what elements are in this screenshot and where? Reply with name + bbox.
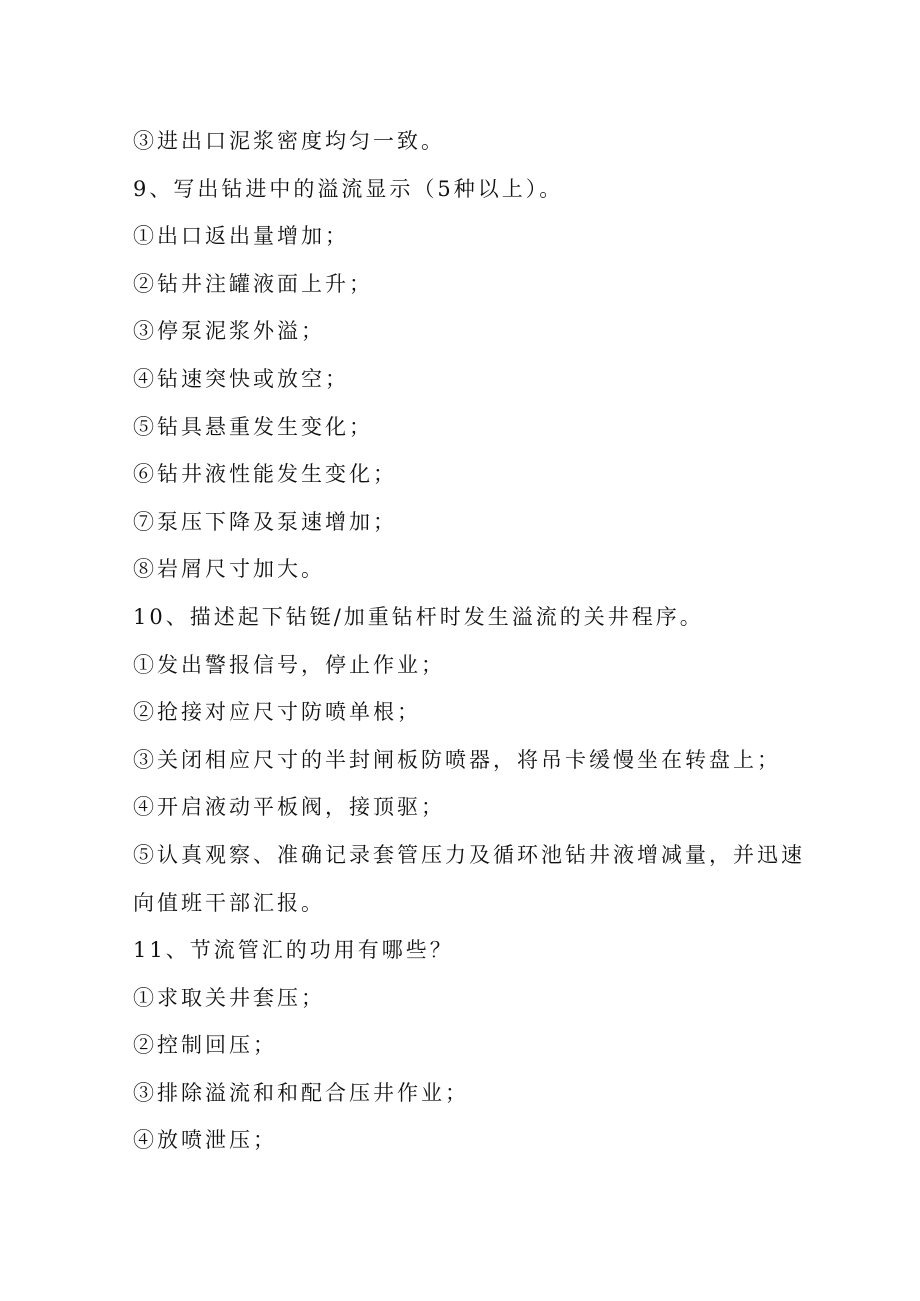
question-11-heading: 11、节流管汇的功用有哪些？ (133, 938, 454, 963)
answer-9-item-5: ⑤钻具悬重发生变化； (133, 414, 373, 439)
answer-9-item-4: ④钻速突快或放空； (133, 366, 349, 391)
answer-10-item-5: ⑤认真观察、准确记录套管压力及循环池钻井液增减量，并迅速 (133, 842, 805, 867)
answer-11-item-4: ④放喷泄压； (133, 1128, 277, 1153)
answer-9-item-1: ①出口返出量增加； (133, 224, 349, 249)
answer-11-item-1: ①求取关井套压； (133, 985, 325, 1010)
document-body (133, 118, 805, 1165)
answer-10-item-5-continued: 向值班干部汇报。 (133, 890, 325, 915)
question-9-heading: 9、写出钻进中的溢流显示（5种以上）。 (133, 176, 564, 201)
question-10-heading: 10、描述起下钻铤/加重钻杆时发生溢流的关井程序。 (133, 604, 704, 629)
text-line-continuation: ③进出口泥浆密度均匀一致。 (133, 129, 445, 153)
answer-9-item-3: ③停泵泥浆外溢； (133, 319, 325, 344)
answer-10-item-2: ②抢接对应尺寸防喷单根； (133, 700, 421, 725)
answer-9-item-8: ⑧岩屑尺寸加大。 (133, 557, 325, 582)
answer-9-item-7: ⑦泵压下降及泵速增加； (133, 509, 397, 534)
answer-11-item-3: ③排除溢流和和配合压井作业； (133, 1080, 469, 1105)
answer-10-item-4: ④开启液动平板阀，接顶驱； (133, 795, 445, 820)
answer-11-item-2: ②控制回压； (133, 1033, 277, 1058)
answer-10-item-3: ③关闭相应尺寸的半封闸板防喷器，将吊卡缓慢坐在转盘上； (133, 747, 781, 772)
answer-9-item-2: ②钻井注罐液面上升； (133, 271, 373, 296)
answer-9-item-6: ⑥钻井液性能发生变化； (133, 462, 397, 487)
answer-10-item-1: ①发出警报信号，停止作业； (133, 652, 445, 677)
